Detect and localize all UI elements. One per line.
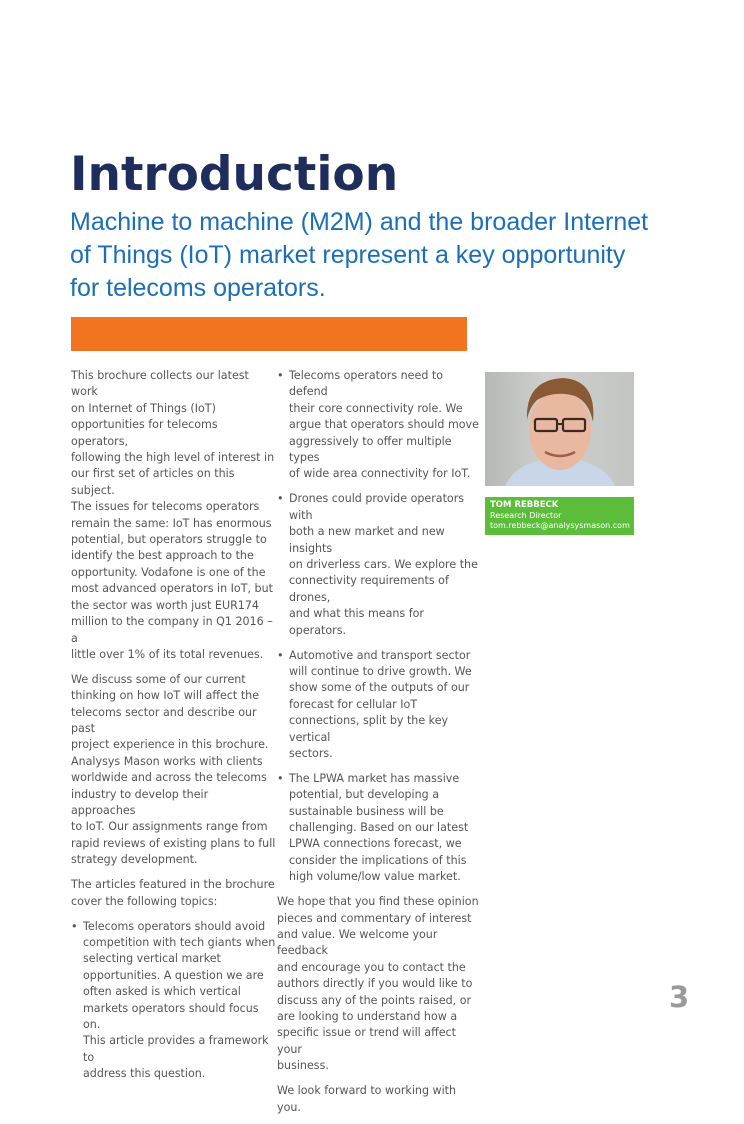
paragraph: This brochure collects our latest work on Internet of Things (IoT) opportunities for telecoms operators, following the high level of interest in our first set of articles on this subject. The issues for telecoms operators remain the same: IoT has enormous potential, but operators struggle to identify the best approach to the opportunity. Vodafone is one of the most advanced operators in IoT, but the sector was worth just EUR174 million to the company in Q1 2016 – a little over 1% of its total revenues. [71, 369, 275, 661]
list-item: • Automotive and transport sector will continue to drive growth. We show some of the outputs of our forecast for cellular IoT connections, split by the key vertical sectors. [277, 648, 482, 763]
topic-list [71, 919, 276, 1083]
list-item: • Telecoms operators should avoid competition with tech giants when selecting vertical market opportunities. A question we are often asked is which vertical markets operators should focus on. This article provides a framework to address this question. [71, 919, 276, 1083]
topic-list [277, 368, 482, 886]
page-number: 3 [669, 980, 690, 1014]
paragraph: The articles featured in the brochure cover the following topics: [71, 878, 275, 908]
page-subtitle: Machine to machine (M2M) and the broader Internet of Things (IoT) market represent a key opportunity for telecoms operators. [70, 208, 649, 302]
body-column-2 [277, 368, 482, 1124]
author-name: TOM REBBECK [490, 500, 559, 510]
paragraph: We discuss some of our current thinking on how IoT will affect the telecoms sector and describe our past project experience in this brochure. Analysys Mason works with clients worldwide and across the telecoms industry to develop their approaches to IoT. Our assignments range from rapid reviews of existing plans to full strategy development. [71, 672, 276, 867]
author-role: Research Director [490, 510, 562, 520]
page-title: Introduction [70, 147, 399, 202]
list-item: • Telecoms operators need to defend their core connectivity role. We argue that operators should move aggressively to offer multiple types of wide area connectivity for IoT. [277, 368, 482, 483]
accent-bar [71, 317, 467, 351]
author-email[interactable]: tom.rebbeck@analysysmason.com [490, 521, 630, 530]
list-item: • The LPWA market has massive potential, but developing a sustainable business will be challenging. Based on our latest LPWA connections forecast, we consider the implications of this high volume/low value market. [277, 771, 482, 886]
author-card [485, 497, 634, 535]
list-item: • Drones could provide operators with both a new market and new insights on driverless cars. We explore the connectivity requirements of drones, and what this means for operators. [277, 491, 482, 639]
portrait-image [485, 372, 634, 486]
body-column-1 [71, 368, 276, 1091]
author-photo [485, 372, 634, 486]
paragraph: We look forward to working with you. [277, 1084, 457, 1114]
paragraph: We hope that you find these opinion pieces and commentary of interest and value. We welcome your feedback and encourage you to contact the authors directly if you would like to discuss any of the points raised, or are looking to understand how a specific issue or trend will affect your business. [277, 895, 479, 1073]
